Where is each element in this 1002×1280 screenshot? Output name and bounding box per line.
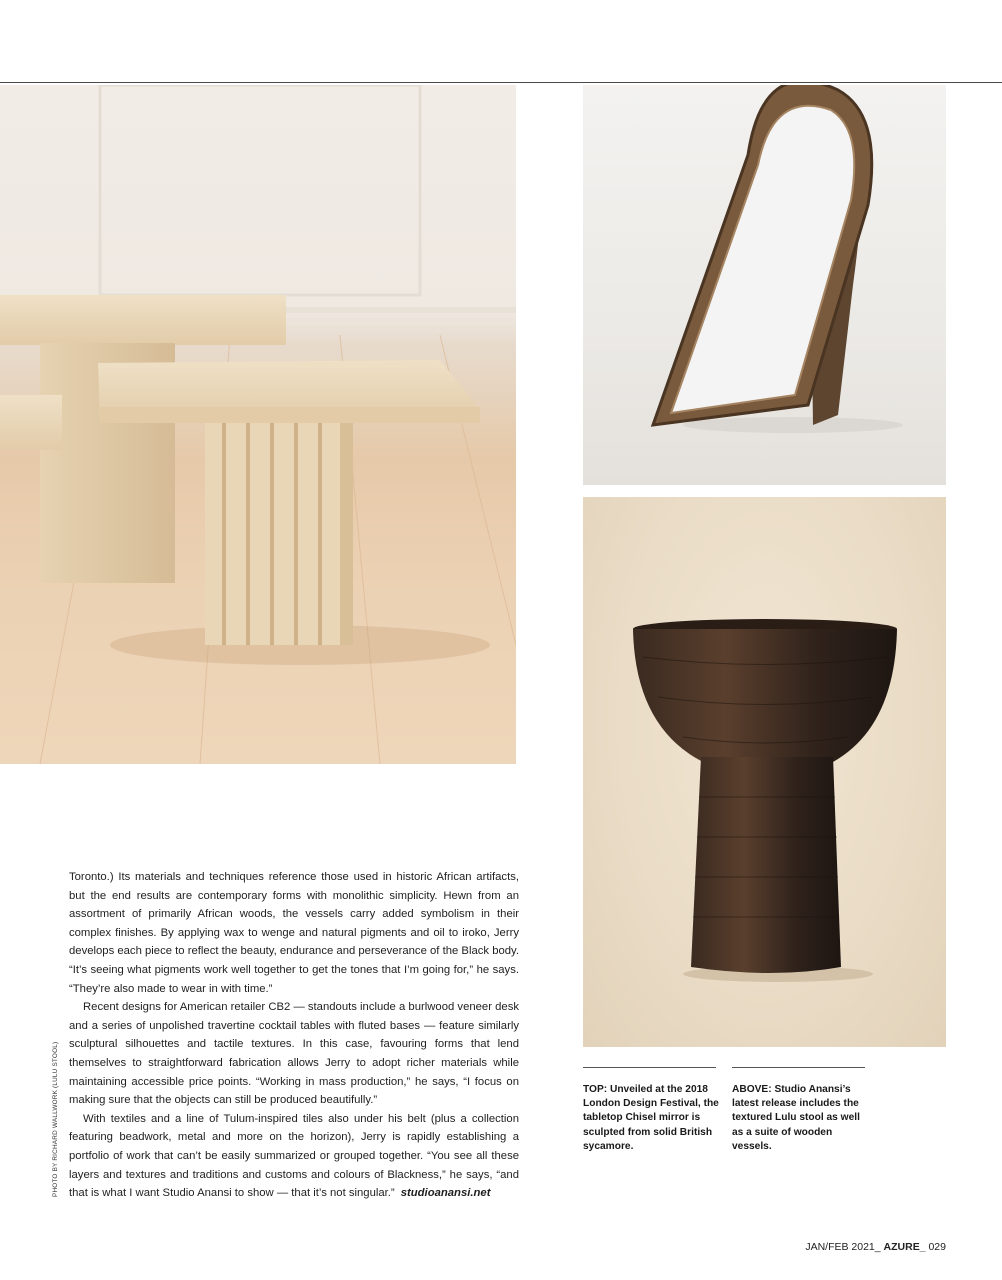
page-number: 029 (928, 1241, 946, 1253)
article-paragraph (69, 1110, 519, 1203)
top-rule (0, 82, 1002, 83)
caption-above: ABOVE: Studio Anansi’s latest release includes the textured Lulu stool as well as a suite of wooden vessels. (732, 1084, 860, 1152)
chisel-mirror-photo (583, 85, 946, 485)
travertine-tables-photo (0, 85, 516, 764)
caption-rule-above (732, 1067, 865, 1068)
photo-credit: PHOTO BY RICHARD WALLWORK (LULU STOOL) (52, 1041, 59, 1197)
website-link[interactable]: studioanansi.net (400, 1187, 491, 1200)
magazine-name: AZURE_ (883, 1241, 926, 1253)
article-paragraph-text: With textiles and a line of Tulum-inspired tiles also under his belt (plus a collection featuring beadwork, metal and more on the horizon), Jerry is rapidly establishing a portfolio of work that can’t be easily summarized or grouped together. “You see all these layers and textures and traditions and customs and colours of Blackness,” he says, “and that is what I want Studio Anansi to show — that it’s not singular.” (69, 1112, 519, 1200)
page-folio (805, 1241, 946, 1253)
caption-top: TOP: Unveiled at the 2018 London Design Festival, the tabletop Chisel mirror is sculpted from solid British sycamore. (583, 1084, 719, 1152)
lulu-stool-photo (583, 497, 946, 1047)
article-paragraph: Recent designs for American retailer CB2 — standouts include a burlwood veneer desk and a series of unpolished travertine cocktail tables with fluted bases — feature similarly sculptural silhouettes and tactile textures. In this case, favouring forms that lend themselves to straightforward fabrication allows Jerry to adopt richer materials while maintaining accessible price points. “Working in mass production,” he says, “I focus on making sure that the objects can still be produced beautifully.” (69, 1001, 519, 1107)
caption-rule-top (583, 1067, 716, 1068)
article-body (69, 868, 519, 1203)
issue-date: JAN/FEB 2021_ (805, 1241, 881, 1253)
article-paragraph: Toronto.) Its materials and techniques reference those used in historic African artifacts, but the end results are contemporary forms with monolithic simplicity. Hewn from an assortment of primarily African woods, the vessels carry added symbolism in their complex finishes. By applying wax to wenge and natural pigments and oil to iroko, Jerry develops each piece to reflect the beauty, endurance and perseverance of the Black body. “It’s seeing what pigments work well together to get the tones that I’m going for,” he says. “They’re also made to wear in with time.” (69, 871, 519, 995)
